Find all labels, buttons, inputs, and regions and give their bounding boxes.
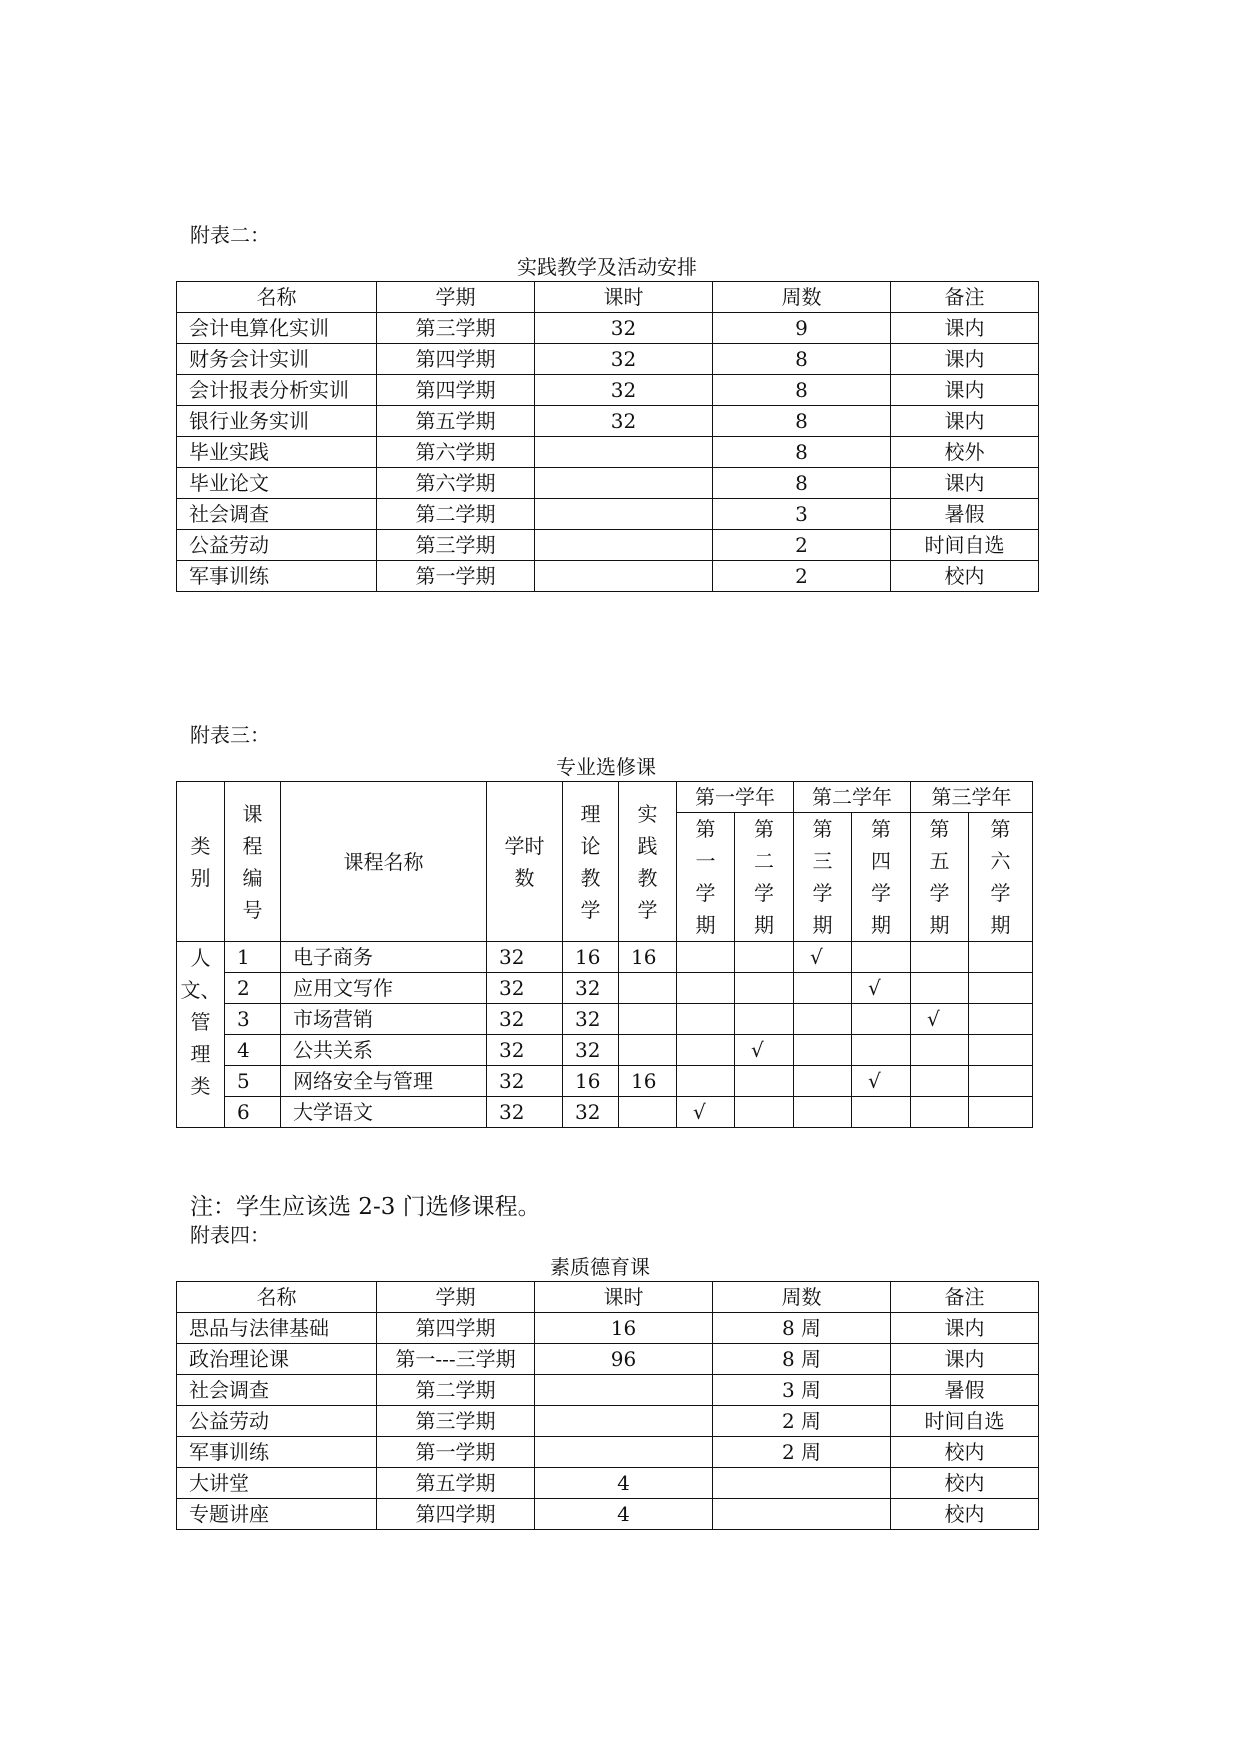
cell-term-1 (677, 942, 735, 973)
cell-category: 人 文、 管 理 类 (177, 942, 225, 1128)
moral-education-table (176, 1281, 1039, 1530)
cell-hours: 32 (535, 375, 713, 406)
cell-term: 第四学期 (377, 1313, 535, 1344)
appendix-2-label: 附表二： (190, 223, 270, 247)
table-row (177, 942, 1033, 973)
cell-term-2 (735, 973, 794, 1004)
cell-term-3 (794, 973, 852, 1004)
table-row (177, 530, 1039, 561)
cell-name: 社会调查 (177, 1375, 377, 1406)
header-hours: 课时 (535, 1282, 713, 1313)
cell-theory-hours: 32 (563, 1097, 619, 1128)
table-row (177, 1035, 1033, 1066)
cell-weeks: 9 (713, 313, 891, 344)
cell-hours (535, 437, 713, 468)
table-header-row (177, 282, 1039, 313)
cell-term-5 (911, 1097, 969, 1128)
cell-weeks: 2 周 (713, 1437, 891, 1468)
cell-weeks: 8 (713, 344, 891, 375)
header-term-3: 第 三 学 期 (794, 813, 852, 942)
cell-term-5 (911, 1066, 969, 1097)
table-row (177, 1344, 1039, 1375)
cell-name: 思品与法律基础 (177, 1313, 377, 1344)
cell-weeks: 2 (713, 530, 891, 561)
header-name: 名称 (177, 1282, 377, 1313)
table-row (177, 499, 1039, 530)
check-mark-icon: √ (810, 945, 823, 969)
cell-theory-hours: 32 (563, 1035, 619, 1066)
cell-weeks: 3 周 (713, 1375, 891, 1406)
cell-term-1 (677, 973, 735, 1004)
cell-term: 第三学期 (377, 1406, 535, 1437)
header-remarks: 备注 (891, 282, 1039, 313)
cell-weeks: 3 (713, 499, 891, 530)
cell-remarks: 课内 (891, 406, 1039, 437)
appendix-3-label: 附表三： (190, 723, 270, 747)
cell-hours (535, 1375, 713, 1406)
cell-course-name: 大学语文 (281, 1097, 487, 1128)
cell-term-3 (794, 942, 852, 973)
cell-term-2 (735, 1097, 794, 1128)
check-mark-icon: √ (868, 1069, 881, 1093)
cell-name: 军事训练 (177, 561, 377, 592)
elective-note: 注：学生应该选 2-3 门选修课程。 (190, 1194, 541, 1220)
cell-course-code: 6 (225, 1097, 281, 1128)
cell-term-1 (677, 1097, 735, 1128)
cell-course-name: 应用文写作 (281, 973, 487, 1004)
cell-term: 第一---三学期 (377, 1344, 535, 1375)
cell-hours: 32 (535, 406, 713, 437)
cell-remarks: 校内 (891, 1437, 1039, 1468)
table-row (177, 561, 1039, 592)
cell-remarks: 课内 (891, 468, 1039, 499)
cell-term: 第四学期 (377, 375, 535, 406)
cell-name: 公益劳动 (177, 530, 377, 561)
cell-remarks: 暑假 (891, 499, 1039, 530)
header-term-4: 第 四 学 期 (852, 813, 911, 942)
cell-remarks: 校内 (891, 1499, 1039, 1530)
cell-term: 第三学期 (377, 530, 535, 561)
cell-term-2 (735, 1035, 794, 1066)
header-term-2: 第 二 学 期 (735, 813, 794, 942)
cell-credit-hours: 32 (487, 1097, 563, 1128)
cell-hours (535, 561, 713, 592)
cell-term: 第五学期 (377, 406, 535, 437)
header-term-6: 第 六 学 期 (969, 813, 1033, 942)
cell-weeks: 8 (713, 437, 891, 468)
cell-weeks: 2 (713, 561, 891, 592)
cell-hours: 4 (535, 1468, 713, 1499)
cell-name: 财务会计实训 (177, 344, 377, 375)
cell-course-name: 市场营销 (281, 1004, 487, 1035)
header-practice: 实 践 教 学 (619, 782, 677, 942)
cell-term-4 (852, 1097, 911, 1128)
table-row (177, 1097, 1033, 1128)
cell-practice-hours (619, 1004, 677, 1035)
cell-term-3 (794, 1004, 852, 1035)
cell-hours: 32 (535, 344, 713, 375)
cell-term-6 (969, 1035, 1033, 1066)
appendix-4-label: 附表四： (190, 1223, 270, 1247)
cell-hours (535, 530, 713, 561)
header-weeks: 周数 (713, 1282, 891, 1313)
cell-name: 毕业论文 (177, 468, 377, 499)
cell-term-4 (852, 973, 911, 1004)
elective-course-table (176, 781, 1033, 1128)
cell-name: 公益劳动 (177, 1406, 377, 1437)
header-year-1: 第一学年 (677, 782, 794, 813)
cell-remarks: 课内 (891, 313, 1039, 344)
cell-remarks: 校内 (891, 1468, 1039, 1499)
cell-theory-hours: 32 (563, 973, 619, 1004)
table-row (177, 1437, 1039, 1468)
table-row (177, 1468, 1039, 1499)
check-mark-icon: √ (868, 976, 881, 1000)
cell-term-1 (677, 1035, 735, 1066)
table-row (177, 468, 1039, 499)
cell-practice-hours (619, 973, 677, 1004)
header-course-code: 课 程 编 号 (225, 782, 281, 942)
cell-term-2 (735, 1066, 794, 1097)
cell-course-code: 1 (225, 942, 281, 973)
table-row (177, 1375, 1039, 1406)
cell-name: 会计电算化实训 (177, 313, 377, 344)
cell-hours (535, 499, 713, 530)
header-category: 类 别 (177, 782, 225, 942)
cell-term-3 (794, 1035, 852, 1066)
cell-term-6 (969, 1066, 1033, 1097)
cell-course-name: 网络安全与管理 (281, 1066, 487, 1097)
check-mark-icon: √ (751, 1038, 764, 1062)
header-weeks: 周数 (713, 282, 891, 313)
cell-credit-hours: 32 (487, 973, 563, 1004)
cell-term-3 (794, 1066, 852, 1097)
cell-term-6 (969, 973, 1033, 1004)
cell-name: 会计报表分析实训 (177, 375, 377, 406)
cell-term-5 (911, 1035, 969, 1066)
cell-name: 银行业务实训 (177, 406, 377, 437)
cell-practice-hours (619, 1035, 677, 1066)
cell-practice-hours (619, 1097, 677, 1128)
cell-term: 第三学期 (377, 313, 535, 344)
cell-hours: 16 (535, 1313, 713, 1344)
moral-education-table-title: 素质德育课 (550, 1255, 650, 1279)
table-row (177, 406, 1039, 437)
header-hours: 课时 (535, 282, 713, 313)
cell-course-code: 2 (225, 973, 281, 1004)
table-row (177, 375, 1039, 406)
cell-term-4 (852, 1004, 911, 1035)
cell-name: 军事训练 (177, 1437, 377, 1468)
cell-remarks: 时间自选 (891, 530, 1039, 561)
cell-weeks: 8 (713, 468, 891, 499)
header-term: 学期 (377, 1282, 535, 1313)
cell-course-code: 3 (225, 1004, 281, 1035)
cell-weeks: 8 (713, 406, 891, 437)
practice-table-title: 实践教学及活动安排 (517, 255, 697, 279)
table-row (177, 1406, 1039, 1437)
cell-remarks: 课内 (891, 1313, 1039, 1344)
cell-credit-hours: 32 (487, 1035, 563, 1066)
cell-term: 第二学期 (377, 1375, 535, 1406)
table-row (177, 1499, 1039, 1530)
practice-teaching-table (176, 281, 1039, 592)
check-mark-icon: √ (927, 1007, 940, 1031)
header-year-2: 第二学年 (794, 782, 911, 813)
cell-term-3 (794, 1097, 852, 1128)
header-name: 名称 (177, 282, 377, 313)
table-row (177, 313, 1039, 344)
cell-course-name: 电子商务 (281, 942, 487, 973)
cell-term: 第一学期 (377, 1437, 535, 1468)
cell-name: 毕业实践 (177, 437, 377, 468)
cell-hours (535, 1437, 713, 1468)
cell-theory-hours: 16 (563, 1066, 619, 1097)
cell-term: 第五学期 (377, 1468, 535, 1499)
cell-practice-hours: 16 (619, 1066, 677, 1097)
header-remarks: 备注 (891, 1282, 1039, 1313)
table-row (177, 437, 1039, 468)
cell-remarks: 课内 (891, 344, 1039, 375)
cell-theory-hours: 32 (563, 1004, 619, 1035)
cell-weeks (713, 1468, 891, 1499)
cell-course-code: 4 (225, 1035, 281, 1066)
cell-remarks: 课内 (891, 1344, 1039, 1375)
cell-term-2 (735, 942, 794, 973)
cell-weeks: 8 周 (713, 1313, 891, 1344)
cell-credit-hours: 32 (487, 942, 563, 973)
cell-weeks: 8 周 (713, 1344, 891, 1375)
header-term: 学期 (377, 282, 535, 313)
cell-term: 第四学期 (377, 344, 535, 375)
cell-remarks: 时间自选 (891, 1406, 1039, 1437)
cell-name: 专题讲座 (177, 1499, 377, 1530)
header-course-name: 课程名称 (281, 782, 487, 942)
cell-practice-hours: 16 (619, 942, 677, 973)
cell-remarks: 暑假 (891, 1375, 1039, 1406)
cell-remarks: 课内 (891, 375, 1039, 406)
header-credit-hours: 学时 数 (487, 782, 563, 942)
cell-term: 第二学期 (377, 499, 535, 530)
table-header-row (177, 1282, 1039, 1313)
cell-term-2 (735, 1004, 794, 1035)
cell-name: 社会调查 (177, 499, 377, 530)
table-row (177, 973, 1033, 1004)
table-row (177, 1313, 1039, 1344)
cell-term-5 (911, 942, 969, 973)
cell-course-code: 5 (225, 1066, 281, 1097)
cell-name: 大讲堂 (177, 1468, 377, 1499)
cell-course-name: 公共关系 (281, 1035, 487, 1066)
cell-credit-hours: 32 (487, 1004, 563, 1035)
cell-hours: 4 (535, 1499, 713, 1530)
cell-remarks: 校外 (891, 437, 1039, 468)
cell-term: 第六学期 (377, 437, 535, 468)
cell-term-6 (969, 1097, 1033, 1128)
cell-credit-hours: 32 (487, 1066, 563, 1097)
header-year-3: 第三学年 (911, 782, 1033, 813)
elective-table-title: 专业选修课 (556, 755, 656, 779)
cell-term-5 (911, 1004, 969, 1035)
cell-hours: 32 (535, 313, 713, 344)
header-theory: 理 论 教 学 (563, 782, 619, 942)
table-header-row (177, 782, 1033, 813)
cell-term-6 (969, 1004, 1033, 1035)
cell-weeks: 2 周 (713, 1406, 891, 1437)
check-mark-icon: √ (693, 1100, 706, 1124)
cell-hours (535, 1406, 713, 1437)
cell-hours: 96 (535, 1344, 713, 1375)
table-row (177, 344, 1039, 375)
cell-name: 政治理论课 (177, 1344, 377, 1375)
cell-term-6 (969, 942, 1033, 973)
cell-term-1 (677, 1066, 735, 1097)
cell-remarks: 校内 (891, 561, 1039, 592)
cell-term-4 (852, 1066, 911, 1097)
cell-weeks (713, 1499, 891, 1530)
cell-weeks: 8 (713, 375, 891, 406)
cell-term: 第六学期 (377, 468, 535, 499)
cell-term: 第一学期 (377, 561, 535, 592)
cell-term-5 (911, 973, 969, 1004)
cell-term-4 (852, 942, 911, 973)
cell-theory-hours: 16 (563, 942, 619, 973)
header-term-5: 第 五 学 期 (911, 813, 969, 942)
cell-term-1 (677, 1004, 735, 1035)
cell-term-4 (852, 1035, 911, 1066)
cell-hours (535, 468, 713, 499)
cell-term: 第四学期 (377, 1499, 535, 1530)
table-row (177, 1066, 1033, 1097)
table-row (177, 1004, 1033, 1035)
header-term-1: 第 一 学 期 (677, 813, 735, 942)
